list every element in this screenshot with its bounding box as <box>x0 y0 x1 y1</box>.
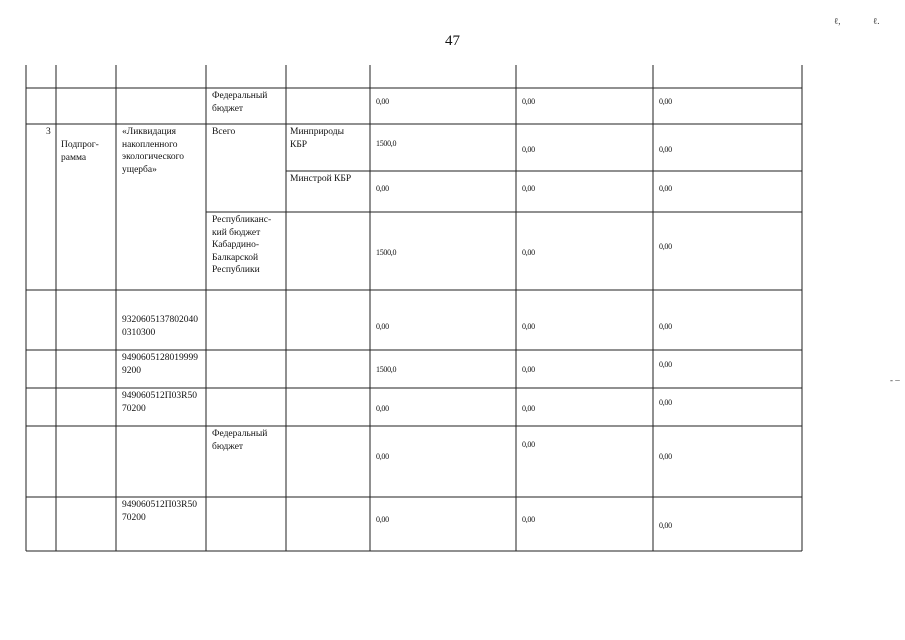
cell-row-number: 3 <box>46 127 51 137</box>
cell-budget-code: 949060512П03R50 70200 <box>122 500 197 523</box>
cell-budget-code: 9320605137802040 0310300 <box>122 315 198 338</box>
cell-executor: Минстрой КБР <box>290 174 352 184</box>
cell-value: 0,00 <box>659 398 672 407</box>
cell-source: Федеральный бюджет <box>212 429 268 452</box>
cell-value: 0,00 <box>659 521 672 530</box>
cell-budget-code: 949060512П03R50 70200 <box>122 391 197 414</box>
cell-value: 0,00 <box>659 145 672 154</box>
cell-value: 1500,0 <box>376 248 397 257</box>
cell-value: 0,00 <box>659 97 672 106</box>
cell-type: Подпрог- рамма <box>61 140 99 163</box>
page-number: 47 <box>445 33 460 49</box>
cell-value: 0,00 <box>522 248 535 257</box>
scan-mark: - – <box>890 375 900 385</box>
cell-value: 0,00 <box>376 515 389 524</box>
scan-mark: ℓ. <box>873 16 880 26</box>
cell-source: Всего <box>212 127 236 137</box>
cell-value: 0,00 <box>659 242 672 251</box>
cell-value: 0,00 <box>522 184 535 193</box>
cell-executor: Минприроды КБР <box>290 127 344 150</box>
cell-source: Федеральный бюджет <box>212 91 268 114</box>
cell-value: 0,00 <box>376 97 389 106</box>
cell-value: 0,00 <box>522 365 535 374</box>
cell-value: 1500,0 <box>376 139 397 148</box>
cell-value: 1500,0 <box>376 365 397 374</box>
cell-value: 0,00 <box>376 322 389 331</box>
cell-value: 0,00 <box>659 360 672 369</box>
cell-value: 0,00 <box>522 322 535 331</box>
cell-value: 0,00 <box>522 515 535 524</box>
cell-budget-code: 9490605128019999 9200 <box>122 353 198 376</box>
cell-value: 0,00 <box>376 184 389 193</box>
cell-value: 0,00 <box>522 145 535 154</box>
cell-value: 0,00 <box>659 184 672 193</box>
cell-value: 0,00 <box>659 322 672 331</box>
cell-value: 0,00 <box>376 404 389 413</box>
cell-program-name: «Ликвидация накопленного экологического ущерба» <box>122 127 185 175</box>
cell-value: 0,00 <box>522 404 535 413</box>
cell-value: 0,00 <box>376 452 389 461</box>
cell-value: 0,00 <box>522 97 535 106</box>
scan-mark: ℓ, <box>834 16 841 26</box>
cell-value: 0,00 <box>659 452 672 461</box>
cell-source: Республиканс- кий бюджет Кабардино- Балкарской Республики <box>212 215 272 275</box>
cell-value: 0,00 <box>522 440 535 449</box>
